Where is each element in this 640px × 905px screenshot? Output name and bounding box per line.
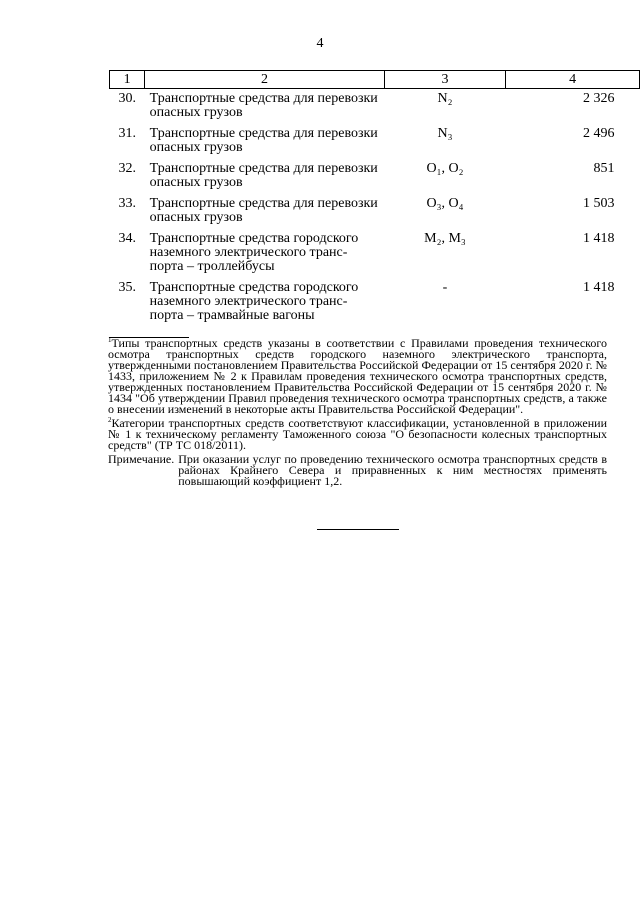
row-number: 31. (118, 126, 136, 141)
row-number: 34. (118, 231, 136, 246)
footnote-marker: 2 (108, 416, 112, 424)
vehicle-type: Транспортные средства для перевозки опасных грузов (149, 161, 378, 190)
remark (108, 454, 607, 487)
footnote-2 (108, 418, 607, 451)
column-header-category: 3 (384, 71, 506, 89)
table-row (110, 89, 640, 125)
footnote-marker: 1 (108, 336, 112, 344)
vehicle-type: Транспортные средства для перевозки опасных грузов (149, 196, 378, 225)
column-header-price: 4 (506, 71, 640, 89)
table-row (110, 124, 640, 159)
fees-table (109, 70, 640, 327)
footnote-text: Типы транспортных средств указаны в соответствии с Правилами проведения технического осмотра транспортных средств городского наземного электрического транспорта, утвержденными постановлением Правительства Российской Федерации от 15 сентября 2020 г. № 1433, приложением № 2 к Правилам проведения технического осмотра транспортных средств, утвержденных постановлением Правительства Российской Федерации от 15 сентября 2020 г. № 1434 "Об утверждении Правил проведения технического осмотра транспортных средств, а также о внесении изменений в некоторые акты Правительства Российской Федерации". (108, 336, 607, 416)
vehicle-type: Транспортные средства городского наземного электрического транс- порта – троллейбусы (149, 231, 359, 274)
page-number: 4 (316, 36, 324, 51)
end-of-document-rule (317, 529, 399, 530)
table-header-row (110, 71, 640, 89)
price: 2 326 (583, 91, 615, 106)
footnote-1 (108, 338, 607, 415)
table-row (110, 194, 640, 229)
footnote-text: Категории транспортных средств соответствуют классификации, установленной в приложении № 1 к техническому регламенту Таможенного союза "О безопасности колесных транспортных средств" (ТР ТС 018/2011). (108, 416, 607, 452)
vehicle-type: Транспортные средства для перевозки опасных грузов (149, 91, 378, 120)
price: 1 503 (583, 196, 615, 211)
remark-text: При оказании услуг по проведению технического осмотра транспортных средств в районах Крайнего Севера и приравненных к ним местностях применять повышающий коэффициент 1,2. (178, 452, 607, 488)
footnotes (108, 338, 607, 487)
price: 2 496 (583, 126, 615, 141)
vehicle-category: M₂, M₃ (424, 231, 466, 246)
row-number: 32. (118, 161, 136, 176)
row-number: 33. (118, 196, 136, 211)
table-row (110, 278, 640, 327)
remark-label: Примечание. (108, 452, 175, 466)
table-row (110, 159, 640, 194)
row-number: 35. (118, 280, 136, 295)
price: 1 418 (583, 280, 615, 295)
column-header-vehicle-type: 2 (145, 71, 385, 89)
price: 1 418 (583, 231, 615, 246)
vehicle-type: Транспортные средства для перевозки опасных грузов (149, 126, 378, 155)
vehicle-category: - (442, 280, 448, 295)
vehicle-category: N₂ (437, 91, 453, 106)
table-row (110, 229, 640, 278)
column-header-number: 1 (110, 71, 145, 89)
price: 851 (593, 161, 615, 176)
vehicle-category: O₃, O₄ (426, 196, 464, 211)
vehicle-category: O₁, O₂ (426, 161, 464, 176)
vehicle-type: Транспортные средства городского наземного электрического транс- порта – трамвайные вагоны (149, 280, 359, 323)
row-number: 30. (118, 91, 136, 106)
vehicle-category: N₃ (437, 126, 453, 141)
